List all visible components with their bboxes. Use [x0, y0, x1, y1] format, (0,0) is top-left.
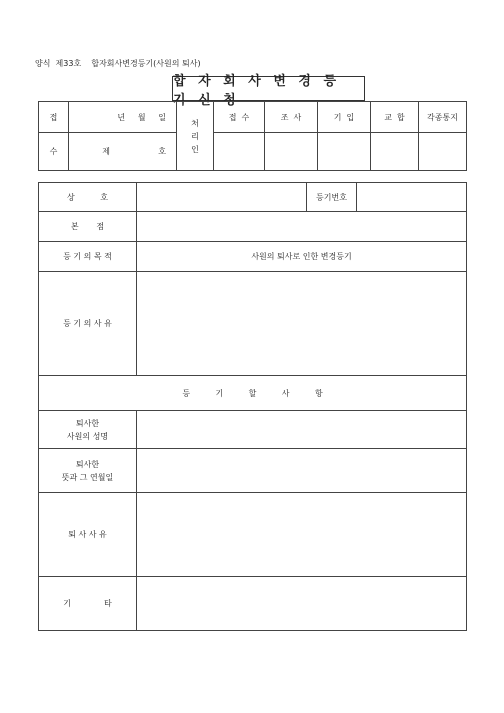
- registration-cause-input[interactable]: [137, 272, 467, 376]
- registration-purpose-value[interactable]: 사원의 퇴사로 인한 변경등기: [137, 242, 467, 272]
- col-investigation: 조 사: [265, 102, 318, 133]
- company-name-input[interactable]: [137, 183, 307, 212]
- reception-date-field[interactable]: 년 월 일: [69, 102, 177, 133]
- head-office-label: 본 점: [39, 212, 137, 242]
- reception-sign-cell[interactable]: [214, 133, 265, 171]
- other-input[interactable]: [137, 577, 467, 631]
- entry-sign-cell[interactable]: [318, 133, 371, 171]
- registration-table: [38, 182, 467, 631]
- company-name-label: 상 호: [39, 183, 137, 212]
- col-notices: 각종통지: [419, 102, 467, 133]
- registration-matters-heading: 등 기 할 사 항: [39, 376, 467, 411]
- form-number-header: 양식 제33호 합자회사변경등기(사원의 퇴사): [35, 59, 201, 68]
- other-label: 기 타: [39, 577, 137, 631]
- notices-sign-cell[interactable]: [419, 133, 467, 171]
- withdrawn-member-name-label: 퇴사한 사원의 성명: [39, 411, 137, 449]
- withdrawal-reason-input[interactable]: [137, 493, 467, 577]
- col-reception: 접 수: [214, 102, 265, 133]
- withdrawal-reason-label: 퇴 사 사 유: [39, 493, 137, 577]
- reception-label-top: 접: [39, 102, 69, 133]
- head-office-input[interactable]: [137, 212, 467, 242]
- registration-cause-label: 등 기 의 사 유: [39, 272, 137, 376]
- col-collation: 교 합: [371, 102, 419, 133]
- form-title: 합 자 회 사 변 경 등 기 신 청: [173, 73, 341, 108]
- withdrawal-intent-date-label: 퇴사한 뜻과 그 연월일: [39, 449, 137, 493]
- investigation-sign-cell[interactable]: [265, 133, 318, 171]
- withdrawal-intent-date-input[interactable]: [137, 449, 467, 493]
- processor-label: 처 리 인: [177, 102, 214, 171]
- reception-label-bottom: 수: [39, 133, 69, 171]
- reception-table: [38, 101, 467, 171]
- form-title-box: [172, 73, 365, 108]
- reception-number-field[interactable]: 제 호: [69, 133, 177, 171]
- registration-number-input[interactable]: [357, 183, 467, 212]
- registration-number-label: 등기번호: [307, 183, 357, 212]
- withdrawn-member-name-input[interactable]: [137, 411, 467, 449]
- collation-sign-cell[interactable]: [371, 133, 419, 171]
- col-entry: 기 입: [318, 102, 371, 133]
- registration-purpose-label: 등 기 의 목 적: [39, 242, 137, 272]
